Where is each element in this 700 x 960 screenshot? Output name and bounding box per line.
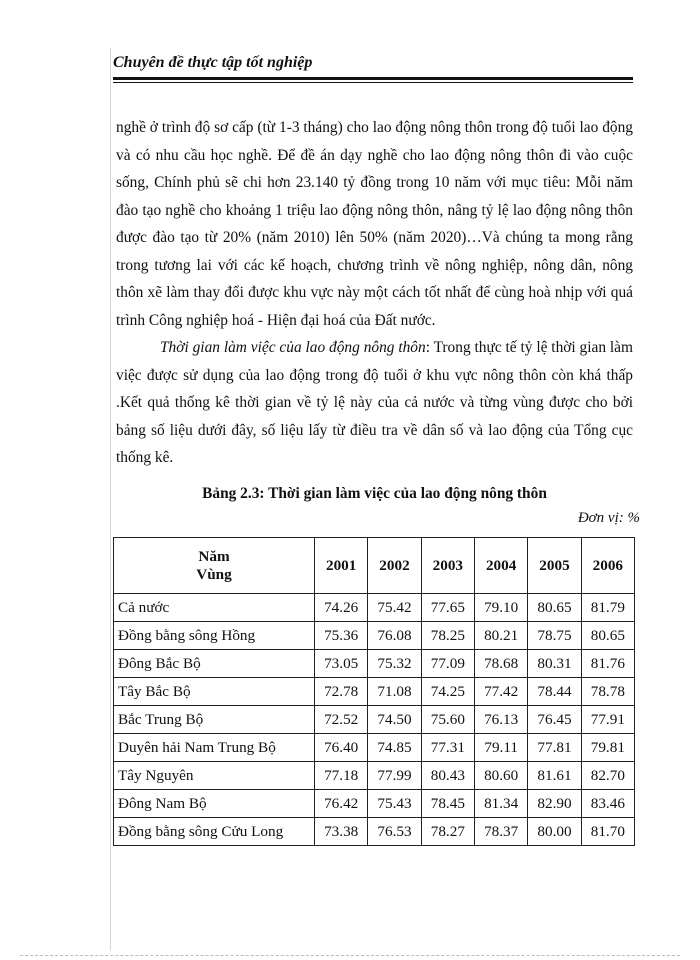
value-cell: 80.43 — [421, 762, 474, 790]
value-cell: 74.50 — [368, 706, 421, 734]
page-bottom-rule — [20, 955, 680, 956]
value-cell: 77.81 — [528, 734, 581, 762]
value-cell: 77.42 — [474, 678, 527, 706]
table-row — [114, 762, 635, 790]
table-row — [114, 706, 635, 734]
value-cell: 77.65 — [421, 594, 474, 622]
table-row — [114, 790, 635, 818]
header-rule-thin — [113, 82, 633, 83]
value-cell: 71.08 — [368, 678, 421, 706]
value-cell: 76.08 — [368, 622, 421, 650]
value-cell: 78.45 — [421, 790, 474, 818]
value-cell: 80.31 — [528, 650, 581, 678]
value-cell: 82.70 — [581, 762, 634, 790]
value-cell: 75.60 — [421, 706, 474, 734]
year-header: 2005 — [528, 538, 581, 594]
value-cell: 77.09 — [421, 650, 474, 678]
region-cell: Bắc Trung Bộ — [114, 706, 315, 734]
year-header: 2003 — [421, 538, 474, 594]
value-cell: 75.42 — [368, 594, 421, 622]
value-cell: 73.05 — [315, 650, 368, 678]
region-cell: Duyên hải Nam Trung Bộ — [114, 734, 315, 762]
value-cell: 81.34 — [474, 790, 527, 818]
table-row — [114, 678, 635, 706]
year-header: 2006 — [581, 538, 634, 594]
header-title: Chuyên đề thực tập tốt nghiệp — [113, 54, 313, 71]
paragraph-2-text: : Trong thực tế tỷ lệ thời gian làm việc được sử dụng của lao động trong độ tuổi ở khu vực nông thôn còn khá thấp .Kết quả thống kê thời gian về tỷ lệ này của cả nước và từng vùng được cho bởi bảng số liệu dưới đây, số liệu lấy từ điều tra về dân số và lao động của Tổng cục thống kê. — [116, 339, 633, 466]
region-cell: Đồng bằng sông Cửu Long — [114, 818, 315, 846]
corner-year-label: Năm — [198, 547, 230, 565]
paragraph-2 — [116, 334, 633, 472]
value-cell: 78.37 — [474, 818, 527, 846]
value-cell: 77.99 — [368, 762, 421, 790]
value-cell: 76.13 — [474, 706, 527, 734]
table-header-row — [114, 538, 635, 594]
value-cell: 78.68 — [474, 650, 527, 678]
value-cell: 76.42 — [315, 790, 368, 818]
table-row — [114, 622, 635, 650]
value-cell: 75.36 — [315, 622, 368, 650]
value-cell: 81.70 — [581, 818, 634, 846]
value-cell: 78.25 — [421, 622, 474, 650]
value-cell: 76.40 — [315, 734, 368, 762]
value-cell: 79.10 — [474, 594, 527, 622]
region-cell: Đông Nam Bộ — [114, 790, 315, 818]
corner-region-label: Vùng — [196, 565, 232, 583]
value-cell: 75.43 — [368, 790, 421, 818]
body-text — [116, 114, 633, 472]
table-body — [114, 594, 635, 846]
paragraph-1: nghề ở trình độ sơ cấp (từ 1-3 tháng) cho lao động nông thôn trong độ tuổi lao động và có nhu cầu học nghề. Để đề án dạy nghề cho lao động nông thôn đi vào cuộc sống, Chính phủ sẽ chi hơn 23.140 tỷ đồng trong 10 năm với mục tiêu: Mỗi năm đào tạo nghề cho khoảng 1 triệu lao động nông thôn, nâng tỷ lệ lao động nông thôn được đào tạo từ 20% (năm 2010) lên 50% (năm 2020)…Và chúng ta mong rằng trong tương lai với các kế hoạch, chương trình về nông nghiệp, nông dân, nông thôn xẽ làm thay đổi được khu vực này một cách tốt nhất để cùng hoà nhịp với quá trình Công nghiệp hoá - Hiện đại hoá của Đất nước. — [116, 119, 633, 329]
value-cell: 81.79 — [581, 594, 634, 622]
value-cell: 81.76 — [581, 650, 634, 678]
value-cell: 78.27 — [421, 818, 474, 846]
value-cell: 83.46 — [581, 790, 634, 818]
table-caption: Bảng 2.3: Thời gian làm việc của lao động nông thôn — [202, 485, 547, 502]
working-time-table — [113, 537, 635, 846]
corner-cell — [114, 538, 315, 594]
page-header — [113, 52, 633, 83]
region-cell: Đông Bắc Bộ — [114, 650, 315, 678]
value-cell: 78.78 — [581, 678, 634, 706]
value-cell: 75.32 — [368, 650, 421, 678]
value-cell: 77.31 — [421, 734, 474, 762]
region-cell: Tây Bắc Bộ — [114, 678, 315, 706]
value-cell: 72.78 — [315, 678, 368, 706]
value-cell: 80.00 — [528, 818, 581, 846]
table-row — [114, 818, 635, 846]
value-cell: 77.91 — [581, 706, 634, 734]
header-rule — [113, 77, 633, 80]
value-cell: 77.18 — [315, 762, 368, 790]
value-cell: 79.11 — [474, 734, 527, 762]
year-header: 2001 — [315, 538, 368, 594]
year-header: 2004 — [474, 538, 527, 594]
value-cell: 78.75 — [528, 622, 581, 650]
value-cell: 80.21 — [474, 622, 527, 650]
region-cell: Đồng bằng sông Hồng — [114, 622, 315, 650]
value-cell: 80.60 — [474, 762, 527, 790]
value-cell: 72.52 — [315, 706, 368, 734]
paragraph-2-lead: Thời gian làm việc của lao động nông thôn — [160, 339, 426, 356]
value-cell: 82.90 — [528, 790, 581, 818]
value-cell: 74.26 — [315, 594, 368, 622]
value-cell: 81.61 — [528, 762, 581, 790]
table-row — [114, 734, 635, 762]
year-header: 2002 — [368, 538, 421, 594]
table-unit: Đơn vị: % — [577, 510, 640, 526]
region-cell: Cả nước — [114, 594, 315, 622]
value-cell: 76.45 — [528, 706, 581, 734]
value-cell: 78.44 — [528, 678, 581, 706]
value-cell: 79.81 — [581, 734, 634, 762]
table-row — [114, 650, 635, 678]
table-row — [114, 594, 635, 622]
value-cell: 76.53 — [368, 818, 421, 846]
value-cell: 73.38 — [315, 818, 368, 846]
value-cell: 74.85 — [368, 734, 421, 762]
value-cell: 74.25 — [421, 678, 474, 706]
value-cell: 80.65 — [528, 594, 581, 622]
region-cell: Tây Nguyên — [114, 762, 315, 790]
value-cell: 80.65 — [581, 622, 634, 650]
